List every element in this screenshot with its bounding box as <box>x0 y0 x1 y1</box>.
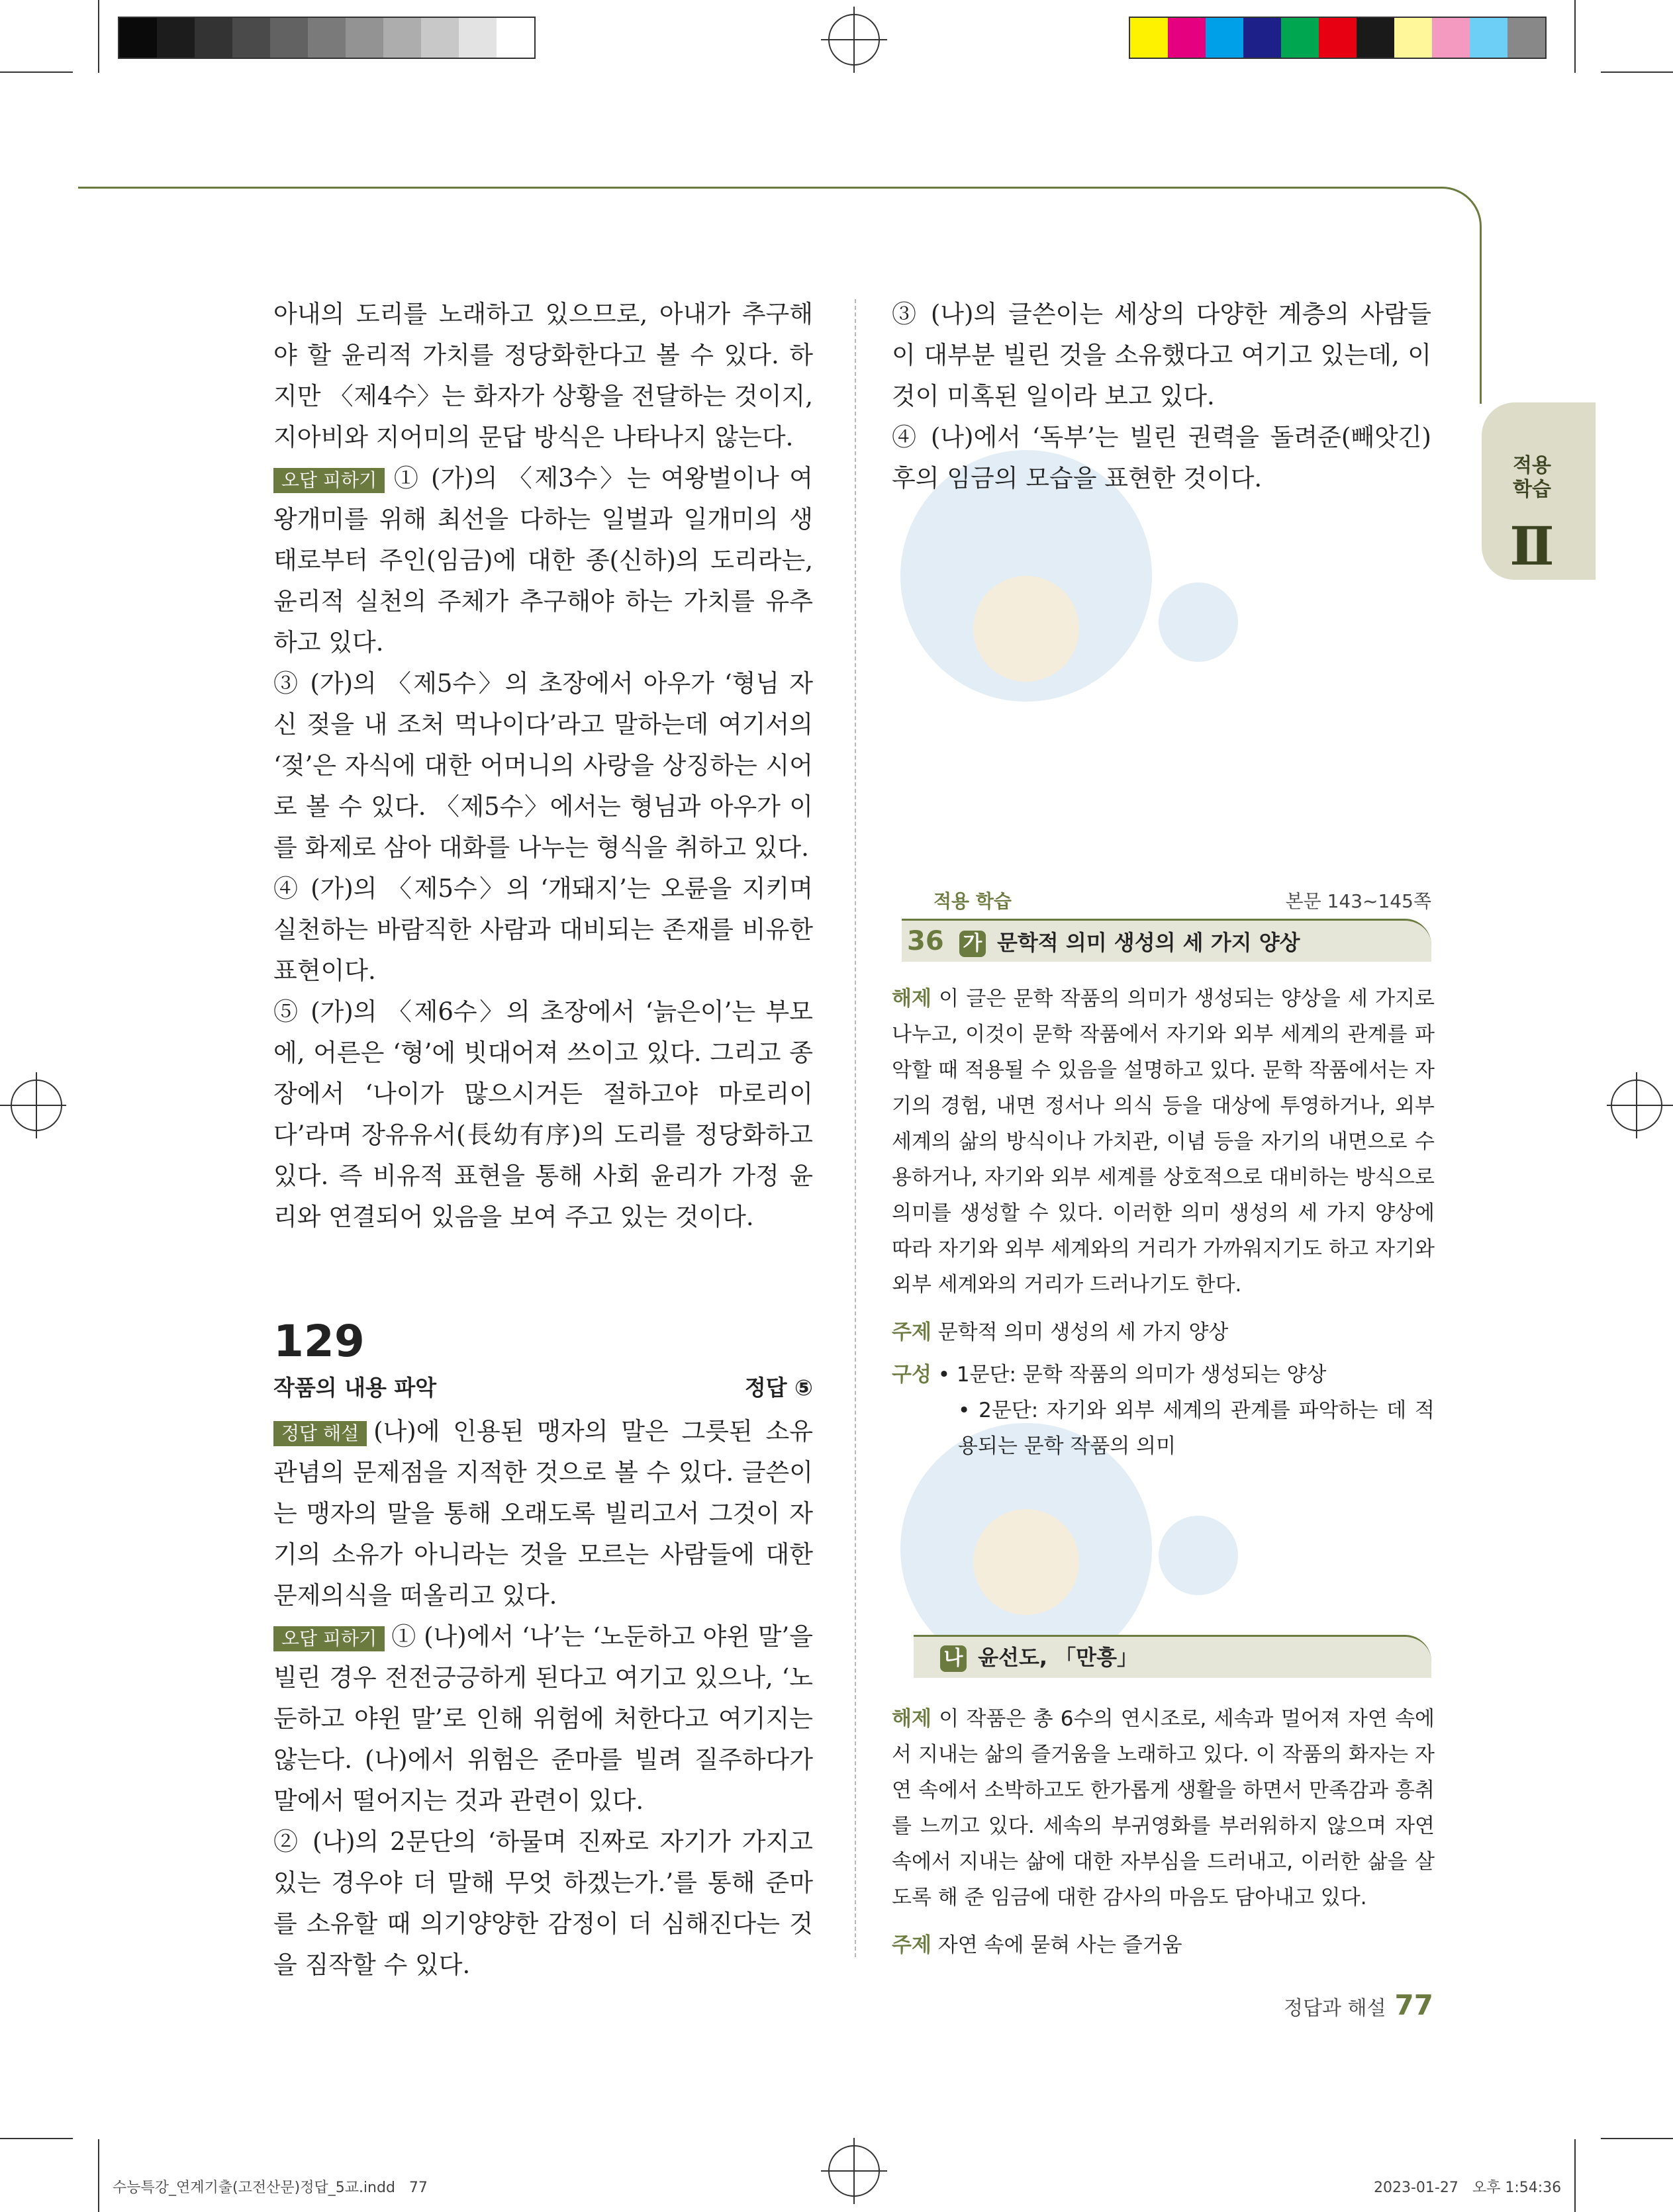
watermark-circle <box>1159 1516 1238 1595</box>
calibration-swatch <box>1432 18 1470 58</box>
calibration-swatch <box>1243 18 1281 58</box>
section-number: 36 <box>907 926 944 956</box>
paragraph: ④ (나)에서 ‘독부’는 빌린 권력을 돌려준(빼앗긴) 후의 임금의 모습을 표현한 것이다. <box>892 423 1431 492</box>
section-title-text: 문학적 의미 생성의 세 가지 양상 <box>996 930 1300 955</box>
left-column <box>273 294 813 1986</box>
side-tab-label: 적용 학습 <box>1513 454 1551 501</box>
paragraph: 오답 피하기 ① (나)에서 ‘나’는 ‘노둔하고 야윈 말’을 빌린 경우 전전긍긍하게 된다고 여기고 있으나, ‘노둔하고 야윈 말’로 인해 위험에 처한다고 여기지는 않는다. (나)에서 위험은 준마를 빌려 질주하다가 말에서 떨어지는 것과 관련이 있다. <box>273 1622 813 1815</box>
question-type: 작품의 내용 파악 <box>273 1375 437 1401</box>
calibration-swatch <box>1319 18 1357 58</box>
section-header <box>902 887 1431 913</box>
section-label: 적용 학습 <box>933 890 1012 912</box>
registration-mark <box>0 1072 66 1138</box>
calibration-swatch <box>1470 18 1507 58</box>
registration-mark <box>821 2138 887 2204</box>
calibration-swatch <box>1206 18 1243 58</box>
watermark-circle <box>973 1509 1079 1615</box>
calibration-swatch <box>459 18 497 58</box>
page-number: 77 <box>1394 1989 1433 2021</box>
watermark-circle <box>973 576 1079 682</box>
paragraph: 해제 이 글은 문학 작품의 의미가 생성되는 양상을 세 가지로 나누고, 이것이 문학 작품에서 자기와 외부 세계의 관계를 파악할 때 적용될 수 있음을 설명하고 있다. 문학 작품에서는 자기의 경험, 내면 정서나 의식 등을 대상에 투영하거나, 외부 세계의 삶의 방식이나 가치관, 이념 등을 자기의 내면으로 수용하거나, 자기와 외부 세계를 상호적으로 대비하는 방식으로 의미를 생성할 수 있다. 이러한 의미 생성의 세 가지 양상에 따라 자기와 외부 세계와의 거리가 가까워지기도 하고 자기와 외부 세계와의 거리가 드러나기도 한다. <box>892 987 1435 1297</box>
page-footer <box>1258 1989 1433 2021</box>
gray-calibration-bar <box>118 17 536 59</box>
keyword-juje: 주제 <box>892 1320 932 1344</box>
crop-mark <box>1574 0 1576 73</box>
paragraph: 주제 문학적 의미 생성의 세 가지 양상 <box>892 1320 1229 1344</box>
paragraph: ⑤ (가)의 〈제6수〉의 초장에서 ‘늙은이’는 부모에, 어른은 ‘형’에 빗대어져 쓰이고 있다. 그리고 종장에서 ‘나이가 많으시거든 절하고야 마로리이다’라며 장유유서(長幼有序)의 도리를 정당화하고 있다. 즉 비유적 표현을 통해 사회 윤리가 가정 윤리와 연결되어 있음을 보여 주고 있는 것이다. <box>273 997 813 1231</box>
crop-mark <box>0 71 73 73</box>
paragraph: 해제 이 작품은 총 6수의 연시조로, 세속과 멀어져 자연 속에서 지내는 삶의 즐거움을 노래하고 있다. 이 작품의 화자는 자연 속에서 소박하고도 한가롭게 생활을 하면서 만족감과 흥취를 느끼고 있다. 세속의 부귀영화를 부러워하지 않으며 자연 속에서 지내는 삶에 대한 자부심을 드러내고, 이러한 삶을 살도록 해 준 임금에 대한 감사의 마음도 담아내고 있다. <box>892 1707 1435 1910</box>
header-rule-vertical <box>1480 238 1482 404</box>
crop-mark <box>1601 71 1673 73</box>
print-file-name: 수능특강_연계기출(고전산문)정답_5교.indd 77 <box>113 2180 428 2196</box>
question-answer: 정답 ⑤ <box>744 1375 813 1401</box>
registration-mark <box>821 7 887 73</box>
section-page-ref: 본문 143~145쪽 <box>1285 890 1431 912</box>
calibration-swatch <box>1394 18 1432 58</box>
keyword-haeje: 해제 <box>892 1707 932 1731</box>
calibration-swatch <box>232 18 270 58</box>
calibration-swatch <box>383 18 421 58</box>
side-tab-roman: Ⅱ <box>1509 515 1554 577</box>
paragraph: ③ (가)의 〈제5수〉의 초장에서 아우가 ‘형님 자신 젖을 내 조처 먹나이다’라고 말하는데 여기서의 ‘젖’은 자식에 대한 어머니의 사랑을 상징하는 시어로 볼 수 있다. 〈제5수〉에서는 형님과 아우가 이를 화제로 삼아 대화를 나누는 형식을 취하고 있다. <box>273 669 813 862</box>
right-column <box>892 294 1431 499</box>
wrong-answer-tag: 오답 피하기 <box>273 1626 385 1651</box>
color-calibration-bar <box>1129 17 1547 59</box>
calibration-swatch <box>1281 18 1319 58</box>
section-b-body <box>892 1701 1435 1963</box>
badge-ga: 가 <box>959 931 986 957</box>
paragraph: • 2문단: 자기와 외부 세계의 관계를 파악하는 데 적용되는 문학 작품의 의미 <box>958 1399 1435 1458</box>
column-divider <box>855 299 856 1957</box>
calibration-swatch <box>119 18 157 58</box>
paragraph: 주제 자연 속에 묻혀 사는 즐거움 <box>892 1933 1182 1957</box>
registration-mark <box>1607 1072 1673 1138</box>
answer-explanation-tag: 정답 해설 <box>273 1421 367 1446</box>
paragraph: ③ (나)의 글쓴이는 세상의 다양한 계층의 사람들이 대부분 빌린 것을 소유했다고 여기고 있는데, 이것이 미혹된 일이라 보고 있다. <box>892 300 1431 410</box>
calibration-swatch <box>1507 18 1545 58</box>
paragraph: 아내의 도리를 노래하고 있으므로, 아내가 추구해야 할 윤리적 가치를 정당화한다고 볼 수 있다. 하지만 〈제4수〉는 화자가 상황을 전달하는 것이지, 지아비와 지어미의 문답 방식은 나타나지 않는다. <box>273 300 813 451</box>
section-title <box>907 923 1300 960</box>
calibration-swatch <box>346 18 383 58</box>
crop-mark <box>98 2139 99 2212</box>
section-title <box>940 1639 1138 1676</box>
crop-mark <box>1601 2138 1673 2139</box>
watermark-circle <box>1159 582 1238 662</box>
paragraph: ④ (가)의 〈제5수〉의 ‘개돼지’는 오륜을 지키며 실천하는 바람직한 사람과 대비되는 존재를 비유한 표현이다. <box>273 874 813 985</box>
keyword-guseong: 구성 <box>892 1363 932 1387</box>
keyword-haeje: 해제 <box>892 987 932 1011</box>
paragraph: 정답 해설 (나)에 인용된 맹자의 말은 그릇된 소유 관념의 문제점을 지적한 것으로 볼 수 있다. 글쓴이는 맹자의 말을 통해 오래도록 빌리고서 그것이 자기의 소유가 아니라는 것을 모르는 사람들에 대한 문제의식을 떠올리고 있다. <box>273 1417 813 1610</box>
calibration-swatch <box>308 18 346 58</box>
question-header <box>273 1371 813 1402</box>
wrong-answer-tag: 오답 피하기 <box>273 468 385 493</box>
calibration-swatch <box>497 18 534 58</box>
calibration-swatch <box>195 18 232 58</box>
page-label: 정답과 해설 <box>1284 1997 1386 2020</box>
calibration-swatch <box>1130 18 1168 58</box>
crop-mark <box>0 2138 73 2139</box>
section-title-text: 윤선도, 「만흥」 <box>978 1645 1138 1670</box>
calibration-swatch <box>270 18 308 58</box>
crop-mark <box>1574 2139 1576 2212</box>
question-number: 129 <box>273 1316 365 1367</box>
paragraph: 구성 • 1문단: 문학 작품의 의미가 생성되는 양상 <box>892 1363 1327 1387</box>
paragraph: ② (나)의 2문단의 ‘하물며 진짜로 자기가 가지고 있는 경우야 더 말해 무엇 하겠는가.’를 통해 준마를 소유할 때 의기양양한 감정이 더 심해진다는 것을 짐작할 수 있다. <box>273 1827 813 1979</box>
calibration-swatch <box>157 18 195 58</box>
section-a-body <box>892 981 1435 1464</box>
paragraph: 오답 피하기 ① (가)의 〈제3수〉는 여왕벌이나 여왕개미를 위해 최선을 다하는 일벌과 일개미의 생태로부터 주인(임금)에 대한 종(신하)의 도리라는, 윤리적 실천의 주체가 추구해야 하는 가치를 유추하고 있다. <box>273 464 813 657</box>
calibration-swatch <box>1168 18 1206 58</box>
keyword-juje: 주제 <box>892 1933 932 1957</box>
calibration-swatch <box>1357 18 1394 58</box>
header-rule <box>78 187 1442 189</box>
side-chapter-tab <box>1482 402 1596 580</box>
print-timestamp: 2023-01-27 오후 1:54:36 <box>1374 2180 1562 2196</box>
calibration-swatch <box>421 18 459 58</box>
header-rule-corner <box>1422 187 1482 246</box>
badge-na: 나 <box>940 1645 967 1672</box>
crop-mark <box>98 0 99 73</box>
